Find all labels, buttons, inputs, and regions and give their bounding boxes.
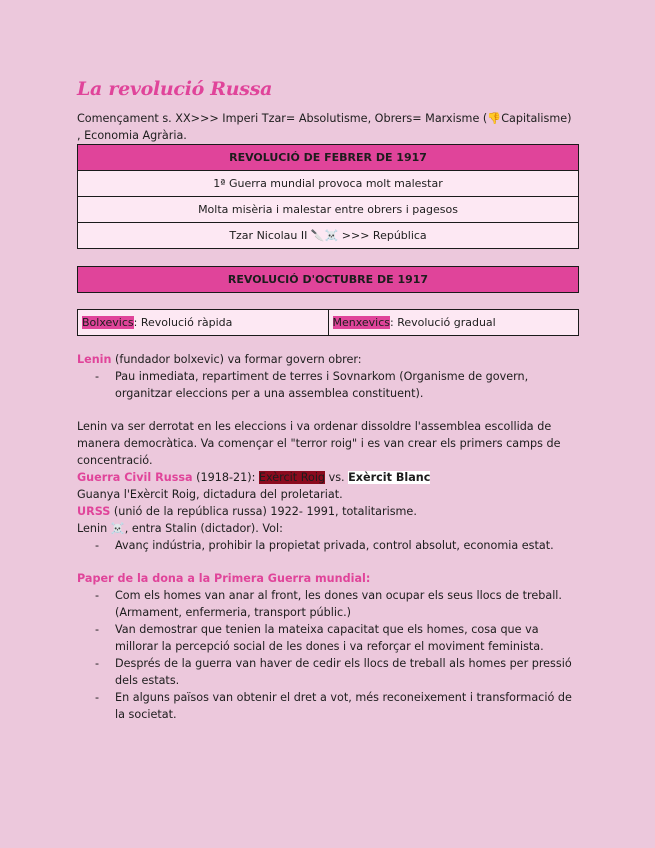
- octubre-header: REVOLUCIÓ D'OCTUBRE DE 1917: [78, 267, 579, 293]
- menxevics-text: : Revolució gradual: [390, 316, 496, 329]
- dona-list: [77, 587, 579, 723]
- table-row: Molta misèria i malestar entre obrers i pagesos: [78, 197, 579, 223]
- dona-title: Paper de la dona a la Primera Guerra mundial:: [77, 572, 371, 585]
- intro-text: Començament s. XX>>> Imperi Tzar= Absolutisme, Obrers= Marxisme (: [77, 112, 488, 125]
- stalin-text: Lenin: [77, 522, 111, 535]
- bolxevics-text: : Revolució ràpida: [133, 316, 233, 329]
- bolxevics-cell: [78, 310, 329, 336]
- intro-paragraph: [77, 110, 579, 144]
- febrer-table: [77, 144, 579, 249]
- guerra-years: (1918-21):: [192, 471, 259, 484]
- guanya-line: Guanya l'Exèrcit Roig, dictadura del proletariat.: [77, 488, 343, 501]
- list-item: - Van demostrar que tenien la mateixa capacitat que els homes, cosa que va millorar la percepció social de les dones i va reforçar el moviment feminista.: [115, 621, 579, 655]
- vs-text: vs.: [325, 471, 349, 484]
- list-item: - Avanç indústria, prohibir la propietat privada, control absolut, economia estat.: [115, 537, 579, 554]
- list-item: - Com els homes van anar al front, les dones van ocupar els seus llocs de treball. (Armament, enfermeria, transport públic.): [115, 587, 579, 621]
- skull-icon: ☠️: [110, 522, 125, 535]
- list-item: - En alguns països van obtenir el dret a vot, més reconeixement i transformació de la societat.: [115, 689, 579, 723]
- stalin-list: [77, 537, 579, 554]
- octubre-table: [77, 266, 579, 293]
- menxevics-cell: [328, 310, 579, 336]
- lenin-text: (fundador bolxevic) va formar govern obrer:: [111, 353, 362, 366]
- table-row: Tzar Nicolau II 🔪☠️ >>> República: [78, 223, 579, 249]
- list-item: - Pau inmediata, repartiment de terres i Sovnarkom (Organisme de govern, organitzar eleccions per a una assemblea constituent).: [115, 368, 579, 402]
- exercit-blanc: Exèrcit Blanc: [348, 471, 431, 484]
- urss-line: [77, 503, 579, 520]
- intro-text-economia: , Economia Agrària.: [77, 129, 187, 142]
- menxevics-label: Menxevics: [332, 316, 391, 329]
- page-title: La revolució Russa: [77, 78, 273, 100]
- lenin-list: [77, 368, 579, 402]
- thumbs-down-icon: 👎: [487, 112, 502, 125]
- urss-label: URSS: [77, 505, 111, 518]
- list-item: - Després de la guerra van haver de cedir els llocs de treball als homes per pressió dels estats.: [115, 655, 579, 689]
- bolxevics-label: Bolxevics: [82, 316, 134, 329]
- guerra-label: Guerra Civil Russa: [77, 471, 193, 484]
- stalin-text-2: , entra Stalin (dictador). Vol:: [124, 522, 283, 535]
- urss-text: (unió de la república russa) 1922- 1991, totalitarisme.: [110, 505, 417, 518]
- document: [77, 78, 579, 723]
- lenin-line: [77, 351, 579, 368]
- table-row: 1ª Guerra mundial provoca molt malestar: [78, 171, 579, 197]
- exercit-roig: Exèrcit Roig: [258, 471, 326, 484]
- lenin-label: Lenin: [77, 353, 112, 366]
- stalin-line: [77, 520, 579, 537]
- guerra-line: [77, 469, 579, 486]
- lenin-paragraph: Lenin va ser derrotat en les eleccions i va ordenar dissoldre l'assemblea escollida de manera democràtica. Va començar el "terror roig" i es van crear els primers camps de concentració.: [77, 420, 561, 467]
- intro-text-capitalisme: Capitalisme): [501, 112, 572, 125]
- febrer-header: REVOLUCIÓ DE FEBRER DE 1917: [78, 145, 579, 171]
- bolx-menx-table: [77, 309, 579, 336]
